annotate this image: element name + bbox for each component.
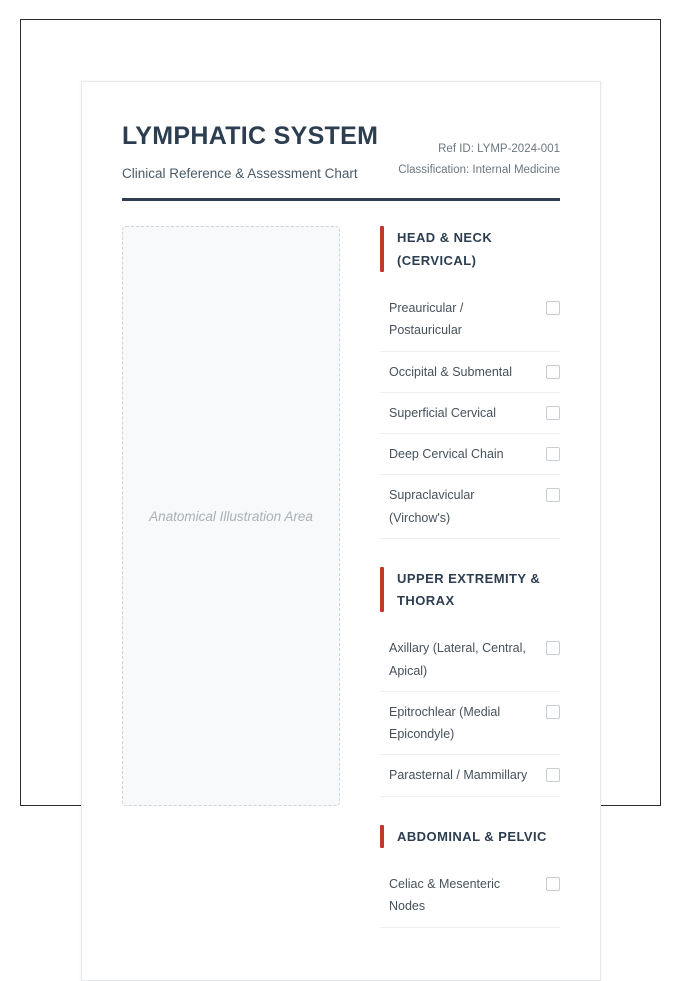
node-checkbox[interactable] <box>546 705 560 719</box>
node-row[interactable] <box>380 288 560 352</box>
header-divider <box>122 198 560 201</box>
section-header <box>380 226 560 272</box>
section-header <box>380 567 560 613</box>
node-row[interactable] <box>380 352 560 393</box>
node-section-abdominal-pelvic <box>380 825 560 928</box>
node-checkbox[interactable] <box>546 488 560 502</box>
node-checkbox[interactable] <box>546 768 560 782</box>
section-accent-bar <box>380 226 384 272</box>
section-title: ABDOMINAL & PELVIC <box>397 828 547 844</box>
node-checkbox[interactable] <box>546 447 560 461</box>
node-row[interactable] <box>380 755 560 796</box>
node-checkbox[interactable] <box>546 365 560 379</box>
header-meta-block <box>398 139 560 182</box>
node-label: Deep Cervical Chain <box>389 447 504 462</box>
section-title: UPPER EXTREMITY & THORAX <box>397 570 541 609</box>
node-label: Axillary (Lateral, Central, Apical) <box>389 641 526 678</box>
node-row[interactable] <box>380 434 560 475</box>
document-card <box>81 81 601 981</box>
node-row[interactable] <box>380 475 560 539</box>
node-section-head-neck-cervical <box>380 226 560 538</box>
node-label: Epitrochlear (Medial Epicondyle) <box>389 704 501 742</box>
document-header <box>122 122 560 182</box>
node-label: Occipital & Submental <box>389 364 512 379</box>
node-row[interactable] <box>380 864 560 928</box>
node-section-upper-extremity-thorax <box>380 567 560 797</box>
page-subtitle: Clinical Reference & Assessment Chart <box>122 165 358 181</box>
node-label: Parasternal / Mammillary <box>389 768 528 783</box>
node-checkbox[interactable] <box>546 877 560 891</box>
section-accent-bar <box>380 567 384 613</box>
node-label: Preauricular / Postauricular <box>389 301 464 338</box>
node-label: Superficial Cervical <box>389 405 496 420</box>
node-row[interactable] <box>380 393 560 434</box>
section-header <box>380 825 560 848</box>
node-row[interactable] <box>380 692 560 756</box>
node-row[interactable] <box>380 628 560 692</box>
node-checklist <box>380 226 560 927</box>
reference-id: Ref ID: LYMP-2024-001 <box>438 143 560 156</box>
anatomical-illustration-placeholder <box>122 226 340 806</box>
header-left-block <box>122 122 378 182</box>
document-viewport[interactable] <box>20 19 661 914</box>
section-accent-bar <box>380 825 384 848</box>
document-body <box>122 226 560 927</box>
node-label: Celiac & Mesenteric Nodes <box>389 877 501 914</box>
node-checkbox[interactable] <box>546 301 560 315</box>
node-checkbox[interactable] <box>546 641 560 655</box>
page-title: LYMPHATIC SYSTEM <box>122 122 379 150</box>
section-title: HEAD & NECK (CERVICAL) <box>397 230 493 268</box>
node-checkbox[interactable] <box>546 406 560 420</box>
illustration-placeholder-label: Anatomical Illustration Area <box>149 508 313 524</box>
classification: Classification: Internal Medicine <box>398 163 560 176</box>
node-label: Supraclavicular (Virchow's) <box>389 488 475 525</box>
